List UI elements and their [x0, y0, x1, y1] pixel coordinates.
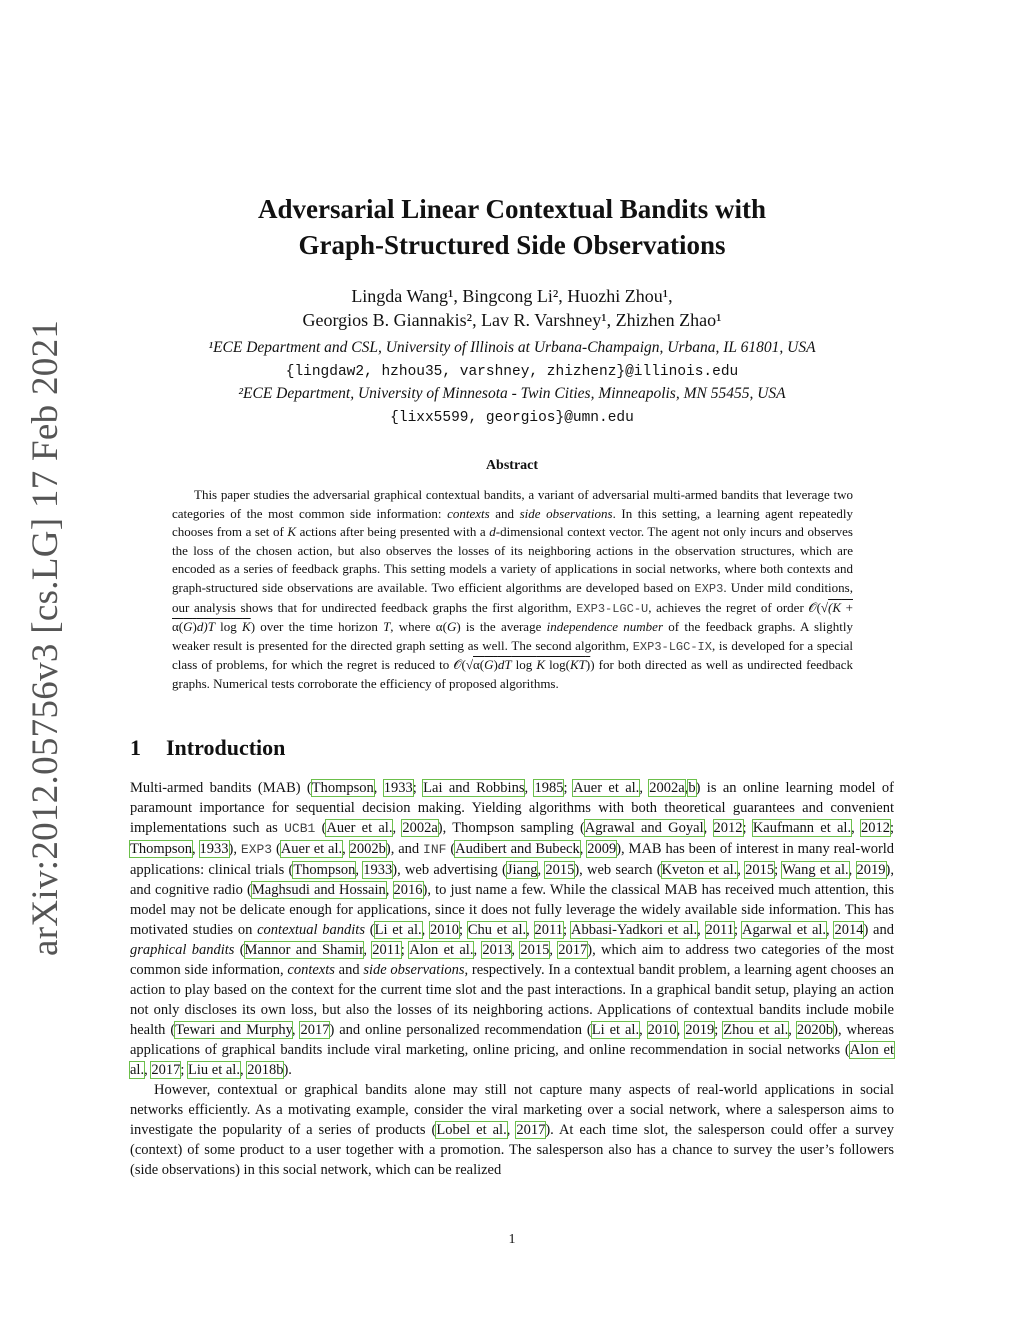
paper-title — [130, 191, 894, 263]
arxiv-side-label: arXiv:2012.05756v3 [cs.LG] 17 Feb 2021 — [25, 319, 66, 956]
email-1: {lingdaw2, hzhou35, varshney, zhizhenz}@illinois.edu — [285, 364, 739, 380]
affiliation-2: ²ECE Department, University of Minnesota - Twin Cities, Minneapolis, MN 55455, USA — [238, 385, 786, 402]
abstract-heading: Abstract — [485, 458, 539, 473]
introduction-body: Multi-armed bandits (MAB) (Thompson, 1933; Lai and Robbins, 1985; Auer et al., 2002a,b) is an online learning model of paramount importance for sequential decision making. Yielding algorithms with both theoretical guarantees and convenient implementations such as UCB1 (Auer et al., 2002a), Thompson sampling (Agrawal and Goyal, 2012; Kaufmann et al., 2012; Thompson, 1933), EXP3 (Auer et al., 2002b), and INF (Audibert and Bubeck, 2009), MAB has been of interest in many real-world applications: clinical trials (Thompson, 1933), web advertising (Jiang, 2015), web search (Kveton et al., 2015; Wang et al., 2019), and cognitive radio (Maghsudi and Hossain, 2016), to just name a few. While the classical MAB has received much attention, this model may not be delicate enough for applications, since it does not fully leverage the widely available side information. This has motivated studies on contextual bandits (Li et al., 2010; Chu et al., 2011; Abbasi-Yadkori et al., 2011; Agarwal et al., 2014) and graphical bandits (Mannor and Shamir, 2011; Alon et al., 2013, 2015, 2017), which aim to address two categories of the most common side information, contexts and side observations, respectively. In a contextual bandit problem, a learning agent chooses an action to play based on the context for the current time slot and the past interactions. In a graphical bandit setup, playing an action not only discloses its own loss, but also the losses of its neighboring actions. Applications of contextual bandits include mobile health (Tewari and Murphy, 2017) and online personalized recommendation (Li et al., 2010, 2019; Zhou et al., 2020b), whereas applications of graphical bandits include viral marketing, online pricing, and online recommendation in social networks (Alon et al., 2017; Liu et al., 2018b). However, contextual or graphical bandits alone may still not capture many aspects of real-world applications in social networks efficiently. As a motivating example, consider the viral marketing over a social network, where a salesperson aims to investigate the popularity of a series of products (Lobel et al., 2017). At each time slot, the salesperson could offer a survey (context) of some product to a user together with a promotion. The salesperson also has a chance to survey the user’s followers (side observations) in this social network, which can be realized — [130, 780, 895, 1178]
email-2: {lixx5599, georgios}@umn.edu — [390, 410, 634, 426]
authors — [130, 284, 894, 332]
section-number: 1 — [130, 735, 141, 760]
section-title: Introduction — [166, 735, 286, 760]
title-line-1: Adversarial Linear Contextual Bandits with — [257, 194, 767, 224]
title-line-2: Graph-Structured Side Observations — [298, 230, 726, 260]
section-heading — [130, 735, 285, 761]
authors-line-2: Georgios B. Giannakis², Lav R. Varshney¹, Zhizhen Zhao¹ — [302, 310, 722, 330]
page-number: 1 — [508, 1232, 516, 1247]
affiliation-1: ¹ECE Department and CSL, University of Illinois at Urbana-Champaign, Urbana, IL 61801, USA — [208, 339, 816, 356]
abstract-text: This paper studies the adversarial graphical contextual bandits, a variant of adversarial multi-armed bandits that leverage two categories of the most common side information: contexts and side observations. In this setting, a learning agent repeatedly chooses from a set of K actions after being presented with a d-dimensional context vector. The agent not only incurs and observes the loss of the chosen action, but also observes the losses of its neighboring actions in the observation structures, which are encoded as a series of feedback graphs. This setting models a variety of applications in social networks, where both contexts and graph-structured side observations are available. Two efficient algorithms are developed based on EXP3. Under mild conditions, our analysis shows that for undirected feedback graphs the first algorithm, EXP3-LGC-U, achieves the regret of order 𝒪(√(K + α(G)d)T log K) over the time horizon T, where α(G) is the average independence number of the feedback graphs. A slightly weaker result is presented for the directed graph setting as well. The second algorithm, EXP3-LGC-IX, is developed for a special class of problems, for which the regret is reduced to 𝒪(√α(G)dT log K log(KT)) for both directed as well as undirected feedback graphs. Numerical tests corroborate the efficiency of proposed algorithms. — [172, 487, 853, 691]
authors-line-1: Lingda Wang¹, Bingcong Li², Huozhi Zhou¹, — [351, 286, 673, 306]
